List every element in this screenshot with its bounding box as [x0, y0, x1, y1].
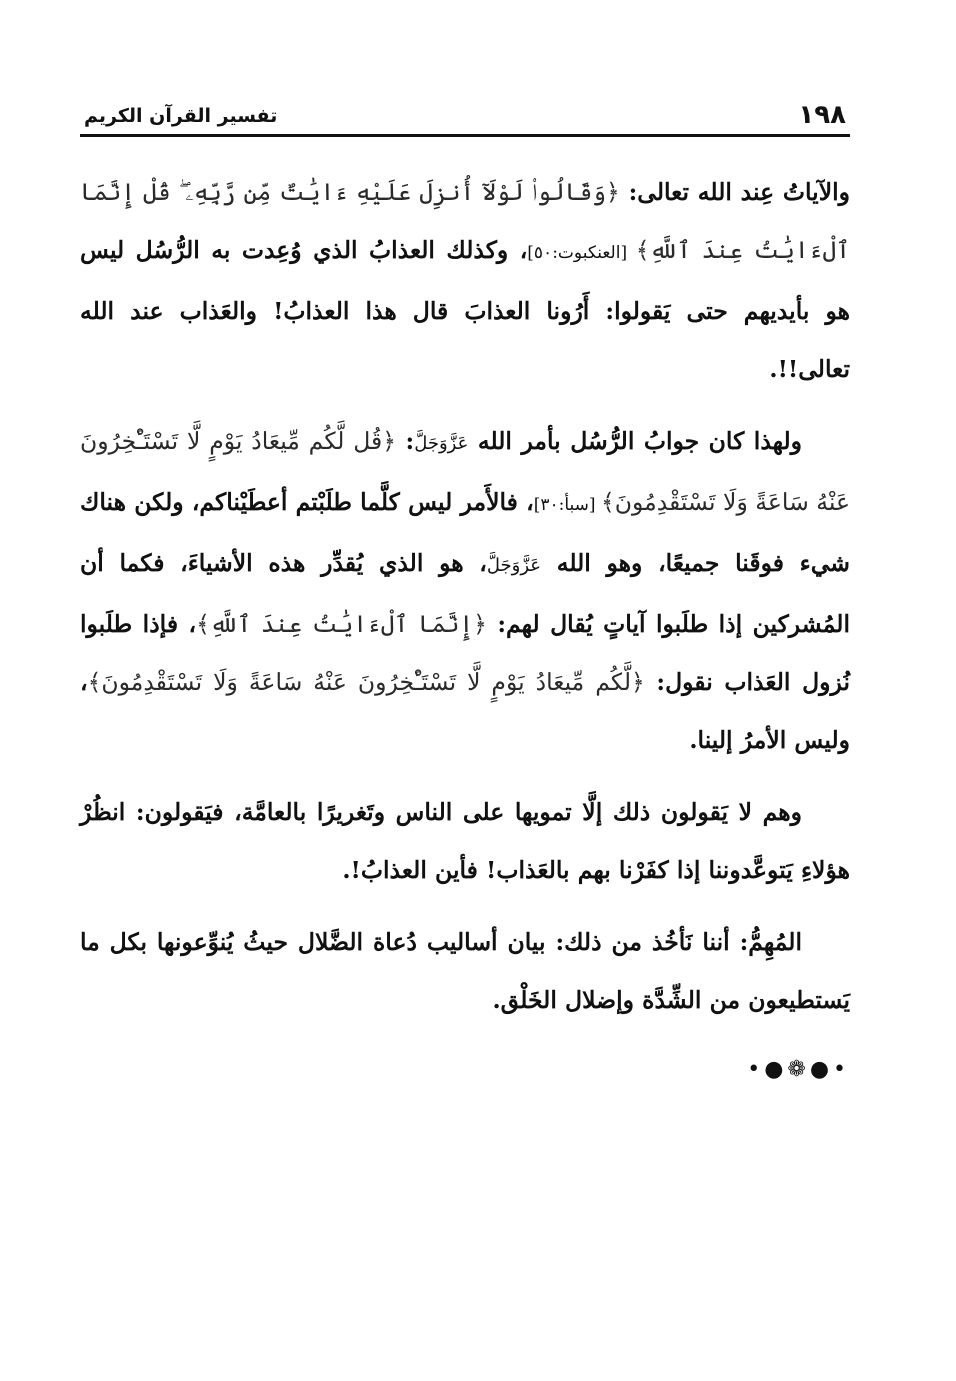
- text-run: ، فالأَمر ليس كلَّما طلَبْتم أعطَيْناكم، ولكن هناك شيء فوقَنا جميعًا، وهو الله: [80, 488, 850, 577]
- quran-verse: ﴿إِنَّمَا ٱلْءَايَٰتُ عِندَ ٱللَّهِ﴾: [196, 610, 487, 638]
- text-run: ، وليس الأمرُ إلينا.: [80, 668, 850, 754]
- header-divider: [80, 134, 850, 137]
- honorific: عَزَّوَجَلَّ: [486, 555, 542, 576]
- text-run: ولهذا كان جوابُ الرُّسُل بأمر الله: [468, 427, 802, 455]
- page-header: [80, 92, 850, 130]
- quran-verse: ﴿لَّكُم مِّيعَادُ يَوْمٍ لَّا تَسْتَـْٔخِرُونَ عَنْهُ سَاعَةً وَلَا تَسْتَقْدِمُونَ﴾: [87, 668, 645, 696]
- paragraph-4: المُهِمُّ: أننا نَأخُذ من ذلك: بيان أساليب دُعاة الضَّلال حيثُ يُنوِّعونها بكل ما يَستطيعون من الشِّدَّة وإضلال الخَلْق.: [80, 928, 850, 1014]
- text-run: ، وكذلك العذابُ الذي وُعِدت به الرُّسُل ليس هو بأيديهم حتى يَقولوا: أَرُونا العذابَ قال هذا العذابُ! والعَذاب عند الله تعالى!!.: [80, 236, 850, 383]
- honorific: عَزَّوَجَلَّ: [414, 433, 469, 454]
- paragraph-2: [80, 412, 850, 769]
- quran-verse: ﴿وَقَالُوا۟ لَوْلَآ أُنزِلَ عَلَيْهِ ءَايَٰتٌ مِّن رَّبِّهِۦ ۖ قُلْ إِنَّمَا ٱلْءَايَٰتُ عِندَ ٱللَّهِ﴾: [80, 178, 851, 264]
- page-number: ١٩٨: [798, 100, 846, 130]
- page-body: [80, 163, 850, 1082]
- paragraph-3: وهم لا يَقولون ذلك إلَّا تمويها على الناس وتَغريرًا بالعامَّة، فيَقولون: انظُرْ هؤلاءِ يَتوعَّدوننا إذا كفَرْنا بهم بالعَذاب! فأين العذابُ!.: [80, 798, 850, 884]
- text-run: ، فإذا طلَبوا نُزول العَذاب نقول:: [80, 610, 850, 696]
- text-run: ، هو الذي يُقدِّر هذه الأشياءَ، فكما أن المُشركين إذا طلَبوا آياتٍ يُقال لهم:: [80, 549, 850, 638]
- paragraph-1: [80, 163, 850, 398]
- book-title: تفسير القرآن الكريم: [84, 105, 278, 127]
- page: [80, 92, 850, 1082]
- section-end-ornament: •●❁●•: [747, 1057, 850, 1082]
- verse-reference: [العنكبوت:٥٠]: [527, 243, 636, 263]
- quran-verse: ﴿قُل لَّكُم مِّيعَادُ يَوْمٍ لَّا تَسْتَـْٔخِرُونَ عَنْهُ سَاعَةً وَلَا تَسْتَقْدِمُونَ﴾: [80, 427, 850, 516]
- verse-reference: [سبأ:٣٠]: [533, 495, 601, 515]
- text-run: والآياتُ عِند الله تعالى:: [619, 178, 851, 206]
- text-run: :: [396, 427, 415, 455]
